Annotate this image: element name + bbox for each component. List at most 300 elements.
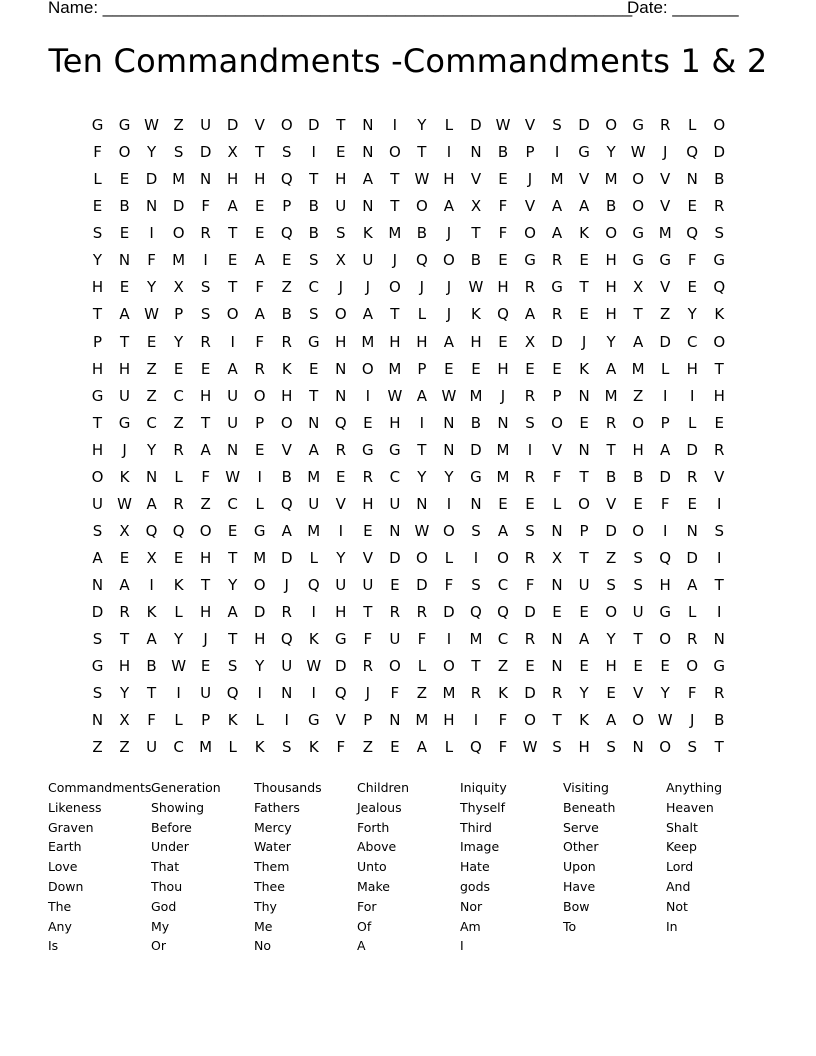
grid-letter[interactable]: S <box>92 630 103 649</box>
grid-letter[interactable]: P <box>417 359 427 378</box>
grid-letter[interactable]: M <box>307 467 321 486</box>
grid-letter[interactable]: A <box>551 197 563 216</box>
grid-letter[interactable]: E <box>633 657 643 676</box>
grid-letter[interactable]: I <box>446 494 452 513</box>
grid-letter[interactable]: D <box>686 549 698 567</box>
grid-letter[interactable]: F <box>147 251 156 270</box>
grid-letter[interactable]: U <box>92 494 103 513</box>
grid-letter[interactable]: T <box>201 576 211 595</box>
grid-letter[interactable]: O <box>443 521 455 540</box>
grid-letter[interactable]: E <box>173 359 184 378</box>
grid-letter[interactable]: M <box>496 440 510 459</box>
grid-letter[interactable]: N <box>281 684 293 703</box>
grid-letter[interactable]: A <box>227 603 238 622</box>
grid-letter[interactable]: P <box>363 711 373 730</box>
grid-letter[interactable]: Y <box>146 143 157 162</box>
grid-letter[interactable]: E <box>227 521 238 540</box>
grid-letter[interactable]: W <box>441 386 457 405</box>
grid-letter[interactable]: Q <box>659 549 672 567</box>
name-label[interactable]: Name: ________________________________________________________ <box>48 0 633 17</box>
grid-letter[interactable]: D <box>199 143 212 162</box>
grid-letter[interactable]: N <box>551 657 563 676</box>
grid-letter[interactable]: Z <box>416 684 428 703</box>
grid-letter[interactable]: G <box>307 332 320 351</box>
grid-letter[interactable]: N <box>551 630 563 649</box>
grid-letter[interactable]: T <box>714 576 724 595</box>
grid-letter[interactable]: A <box>605 359 617 378</box>
grid-letter[interactable]: T <box>92 305 103 324</box>
grid-letter[interactable]: U <box>146 738 158 757</box>
grid-letter[interactable]: Z <box>92 738 103 757</box>
grid-letter[interactable]: E <box>579 657 589 676</box>
grid-letter[interactable]: R <box>605 413 617 432</box>
grid-letter[interactable]: I <box>419 413 425 432</box>
grid-letter[interactable]: E <box>254 224 265 243</box>
grid-letter[interactable]: G <box>253 521 266 540</box>
grid-letter[interactable]: B <box>416 224 428 243</box>
grid-letter[interactable]: N <box>713 630 725 649</box>
grid-letter[interactable]: B <box>714 711 725 730</box>
grid-letter[interactable]: U <box>389 494 401 513</box>
grid-letter[interactable]: R <box>173 494 184 513</box>
grid-letter[interactable]: Z <box>146 386 157 405</box>
grid-letter[interactable]: O <box>605 224 618 243</box>
grid-letter[interactable]: Y <box>174 630 184 649</box>
grid-letter[interactable]: K <box>227 711 238 730</box>
grid-letter[interactable]: C <box>146 413 157 432</box>
grid-letter[interactable]: E <box>579 305 589 324</box>
grid-letter[interactable]: O <box>713 116 726 134</box>
grid-letter[interactable]: T <box>390 305 400 324</box>
grid-letter[interactable]: O <box>686 657 699 676</box>
grid-letter[interactable]: G <box>551 278 563 297</box>
grid-letter[interactable]: H <box>605 278 617 297</box>
grid-letter[interactable]: T <box>714 359 724 378</box>
grid-letter[interactable]: T <box>417 440 427 459</box>
grid-letter[interactable]: D <box>551 332 563 351</box>
grid-letter[interactable]: E <box>173 549 184 567</box>
grid-letter[interactable]: E <box>200 657 211 676</box>
grid-letter[interactable]: N <box>227 440 239 459</box>
grid-letter[interactable]: Z <box>633 386 644 405</box>
grid-letter[interactable]: Z <box>200 494 211 513</box>
grid-letter[interactable]: B <box>281 305 292 324</box>
grid-letter[interactable]: U <box>227 413 239 432</box>
grid-letter[interactable]: S <box>92 224 103 243</box>
grid-letter[interactable]: U <box>119 386 131 405</box>
grid-letter[interactable]: S <box>200 305 211 324</box>
grid-letter[interactable]: D <box>605 521 617 540</box>
grid-letter[interactable]: Q <box>307 576 320 595</box>
grid-letter[interactable]: R <box>362 657 374 676</box>
grid-letter[interactable]: D <box>578 116 590 134</box>
grid-letter[interactable]: R <box>551 305 563 324</box>
grid-letter[interactable]: J <box>689 711 695 730</box>
grid-letter[interactable]: R <box>714 684 725 703</box>
grid-letter[interactable]: R <box>686 630 698 649</box>
grid-letter[interactable]: N <box>686 521 698 540</box>
grid-letter[interactable]: W <box>144 116 159 134</box>
grid-letter[interactable]: N <box>145 467 158 486</box>
grid-letter[interactable]: O <box>91 467 104 486</box>
grid-letter[interactable]: A <box>362 305 373 324</box>
grid-letter[interactable]: Y <box>336 549 346 567</box>
grid-letter[interactable]: U <box>362 251 374 270</box>
grid-letter[interactable]: S <box>714 521 724 540</box>
grid-letter[interactable]: Q <box>686 143 699 162</box>
grid-letter[interactable]: J <box>446 305 452 324</box>
grid-letter[interactable]: H <box>497 278 509 297</box>
grid-letter[interactable]: R <box>173 440 184 459</box>
grid-letter[interactable]: H <box>443 170 455 189</box>
grid-letter[interactable]: L <box>255 711 264 730</box>
grid-letter[interactable]: V <box>660 170 671 189</box>
grid-letter[interactable]: J <box>392 251 398 270</box>
grid-letter[interactable]: A <box>443 332 455 351</box>
grid-letter[interactable]: F <box>498 738 508 757</box>
grid-letter[interactable]: E <box>525 657 535 676</box>
grid-letter[interactable]: V <box>524 116 536 134</box>
grid-letter[interactable]: I <box>149 576 154 595</box>
grid-letter[interactable]: D <box>524 684 536 703</box>
grid-letter[interactable]: V <box>714 467 725 486</box>
grid-letter[interactable]: N <box>389 521 401 540</box>
grid-letter[interactable]: I <box>311 684 316 703</box>
grid-letter[interactable]: G <box>632 251 644 270</box>
grid-letter[interactable]: S <box>552 738 562 757</box>
grid-letter[interactable]: M <box>469 630 483 649</box>
grid-letter[interactable]: P <box>92 332 103 351</box>
grid-letter[interactable]: N <box>551 521 563 540</box>
grid-letter[interactable]: Y <box>255 657 265 676</box>
grid-letter[interactable]: W <box>171 657 187 676</box>
grid-letter[interactable]: A <box>146 630 157 649</box>
grid-letter[interactable]: T <box>146 684 157 703</box>
grid-letter[interactable]: P <box>174 305 184 324</box>
grid-letter[interactable]: A <box>551 224 563 243</box>
grid-letter[interactable]: L <box>93 170 102 189</box>
grid-letter[interactable]: I <box>311 143 316 162</box>
grid-letter[interactable]: Y <box>174 332 184 351</box>
grid-letter[interactable]: I <box>257 467 262 486</box>
grid-letter[interactable]: H <box>605 305 617 324</box>
grid-letter[interactable]: O <box>524 224 536 243</box>
grid-letter[interactable]: R <box>281 332 292 351</box>
grid-letter[interactable]: I <box>203 251 208 270</box>
grid-letter[interactable]: L <box>688 603 697 622</box>
grid-letter[interactable]: B <box>632 467 644 486</box>
grid-letter[interactable]: E <box>336 467 346 486</box>
grid-letter[interactable]: C <box>497 630 509 649</box>
grid-letter[interactable]: L <box>255 494 264 513</box>
grid-letter[interactable]: S <box>687 738 697 757</box>
grid-letter[interactable]: E <box>687 278 697 297</box>
grid-letter[interactable]: P <box>201 711 211 730</box>
grid-letter[interactable]: H <box>118 359 131 378</box>
grid-letter[interactable]: Q <box>172 521 185 540</box>
grid-letter[interactable]: M <box>658 224 672 243</box>
grid-letter[interactable]: W <box>387 386 403 405</box>
grid-letter[interactable]: K <box>254 738 265 757</box>
grid-letter[interactable]: T <box>552 711 562 730</box>
grid-letter[interactable]: M <box>388 224 402 243</box>
grid-letter[interactable]: Z <box>660 305 671 324</box>
grid-letter[interactable]: O <box>713 332 726 351</box>
grid-letter[interactable]: Q <box>470 738 482 757</box>
grid-letter[interactable]: O <box>632 711 645 730</box>
grid-letter[interactable]: O <box>551 413 563 432</box>
grid-letter[interactable]: J <box>365 684 371 703</box>
grid-letter[interactable]: N <box>443 440 455 459</box>
grid-letter[interactable]: D <box>280 549 293 567</box>
grid-letter[interactable]: I <box>392 116 398 134</box>
grid-letter[interactable]: G <box>91 657 104 676</box>
grid-letter[interactable]: T <box>119 630 130 649</box>
grid-letter[interactable]: E <box>309 359 319 378</box>
grid-letter[interactable]: G <box>632 116 644 134</box>
grid-letter[interactable]: Q <box>280 630 293 649</box>
grid-letter[interactable]: V <box>470 170 482 189</box>
grid-letter[interactable]: D <box>443 603 455 622</box>
grid-letter[interactable]: B <box>470 413 482 432</box>
grid-letter[interactable]: C <box>686 332 698 351</box>
grid-letter[interactable]: A <box>227 197 238 216</box>
grid-letter[interactable]: G <box>362 440 374 459</box>
grid-letter[interactable]: E <box>119 278 130 297</box>
grid-letter[interactable]: M <box>172 251 186 270</box>
grid-letter[interactable]: P <box>282 197 292 216</box>
grid-letter[interactable]: H <box>200 386 212 405</box>
grid-letter[interactable]: G <box>91 386 104 405</box>
grid-letter[interactable]: A <box>416 386 428 405</box>
grid-letter[interactable]: F <box>687 251 697 270</box>
grid-letter[interactable]: O <box>443 251 455 270</box>
grid-letter[interactable]: O <box>226 305 239 324</box>
grid-letter[interactable]: B <box>605 467 617 486</box>
grid-letter[interactable]: Q <box>280 494 293 513</box>
grid-letter[interactable]: A <box>254 305 265 324</box>
grid-letter[interactable]: E <box>714 413 724 432</box>
grid-letter[interactable]: K <box>579 359 589 378</box>
grid-letter[interactable]: H <box>227 170 239 189</box>
grid-letter[interactable]: D <box>307 116 320 134</box>
grid-letter[interactable]: W <box>306 657 322 676</box>
grid-letter[interactable]: N <box>145 197 158 216</box>
grid-letter[interactable]: O <box>280 413 293 432</box>
grid-letter[interactable]: K <box>281 359 292 378</box>
grid-letter[interactable]: T <box>309 386 319 405</box>
grid-letter[interactable]: Z <box>362 738 373 757</box>
grid-letter[interactable]: F <box>498 711 508 730</box>
grid-letter[interactable]: D <box>172 197 185 216</box>
grid-letter[interactable]: T <box>119 332 130 351</box>
grid-letter[interactable]: C <box>173 738 184 757</box>
grid-letter[interactable]: B <box>714 170 725 189</box>
grid-letter[interactable]: H <box>443 711 455 730</box>
grid-letter[interactable]: H <box>389 332 401 351</box>
grid-letter[interactable]: O <box>443 657 455 676</box>
grid-letter[interactable]: H <box>200 549 212 567</box>
grid-letter[interactable]: Y <box>417 467 427 486</box>
grid-letter[interactable]: X <box>524 332 536 351</box>
grid-letter[interactable]: E <box>119 170 130 189</box>
grid-letter[interactable]: L <box>174 467 183 486</box>
grid-letter[interactable]: W <box>495 116 511 134</box>
grid-letter[interactable]: G <box>307 711 320 730</box>
grid-letter[interactable]: N <box>362 116 374 134</box>
grid-letter[interactable]: A <box>633 332 644 351</box>
grid-letter[interactable]: T <box>633 630 643 649</box>
grid-letter[interactable]: N <box>686 170 698 189</box>
grid-letter[interactable]: E <box>525 359 535 378</box>
grid-letter[interactable]: D <box>91 603 104 622</box>
grid-letter[interactable]: O <box>253 576 266 595</box>
grid-letter[interactable]: C <box>389 467 401 486</box>
grid-letter[interactable]: V <box>660 278 671 297</box>
grid-letter[interactable]: A <box>227 359 238 378</box>
grid-letter[interactable]: R <box>524 386 536 405</box>
grid-letter[interactable]: U <box>389 630 401 649</box>
grid-letter[interactable]: O <box>388 143 401 162</box>
grid-letter[interactable]: G <box>713 657 726 676</box>
grid-letter[interactable]: V <box>633 684 644 703</box>
grid-letter[interactable]: R <box>686 467 698 486</box>
grid-letter[interactable]: L <box>228 738 237 757</box>
grid-letter[interactable]: V <box>660 197 671 216</box>
grid-letter[interactable]: S <box>525 521 535 540</box>
grid-letter[interactable]: D <box>686 440 698 459</box>
grid-letter[interactable]: G <box>470 467 482 486</box>
grid-letter[interactable]: N <box>308 413 320 432</box>
grid-letter[interactable]: T <box>228 549 238 567</box>
grid-letter[interactable]: E <box>606 684 616 703</box>
grid-letter[interactable]: E <box>498 251 508 270</box>
grid-letter[interactable]: J <box>446 278 452 297</box>
grid-letter[interactable]: A <box>362 170 373 189</box>
grid-letter[interactable]: N <box>200 170 212 189</box>
grid-letter[interactable]: T <box>92 413 103 432</box>
grid-letter[interactable]: E <box>254 197 265 216</box>
grid-letter[interactable]: S <box>525 413 535 432</box>
grid-letter[interactable]: O <box>361 359 374 378</box>
grid-letter[interactable]: P <box>660 413 670 432</box>
grid-letter[interactable]: F <box>255 278 265 297</box>
grid-letter[interactable]: O <box>632 413 645 432</box>
grid-letter[interactable]: E <box>498 170 508 189</box>
grid-letter[interactable]: G <box>659 251 671 270</box>
grid-letter[interactable]: I <box>527 440 533 459</box>
grid-letter[interactable]: V <box>524 197 536 216</box>
grid-letter[interactable]: O <box>524 711 536 730</box>
grid-letter[interactable]: F <box>660 494 670 513</box>
grid-letter[interactable]: T <box>579 549 589 567</box>
grid-letter[interactable]: L <box>417 305 427 324</box>
grid-letter[interactable]: R <box>659 116 671 134</box>
grid-letter[interactable]: H <box>389 413 401 432</box>
grid-letter[interactable]: K <box>173 576 184 595</box>
grid-letter[interactable]: E <box>363 413 373 432</box>
grid-letter[interactable]: R <box>524 467 536 486</box>
grid-letter[interactable]: T <box>336 116 346 134</box>
grid-letter[interactable]: O <box>388 278 401 297</box>
grid-letter[interactable]: N <box>416 494 428 513</box>
grid-letter[interactable]: T <box>633 305 643 324</box>
grid-letter[interactable]: U <box>362 576 374 595</box>
grid-letter[interactable]: H <box>91 440 104 459</box>
grid-letter[interactable]: E <box>579 251 589 270</box>
grid-letter[interactable]: D <box>659 332 671 351</box>
grid-letter[interactable]: O <box>253 386 266 405</box>
grid-letter[interactable]: M <box>604 386 618 405</box>
grid-letter[interactable]: M <box>199 738 213 757</box>
grid-letter[interactable]: F <box>201 467 210 486</box>
grid-letter[interactable]: B <box>308 224 319 243</box>
grid-letter[interactable]: T <box>228 630 238 649</box>
grid-letter[interactable]: H <box>686 359 698 378</box>
grid-letter[interactable]: E <box>254 440 265 459</box>
grid-letter[interactable]: A <box>92 549 103 567</box>
grid-letter[interactable]: Y <box>606 143 616 162</box>
grid-letter[interactable]: W <box>522 738 538 757</box>
grid-letter[interactable]: N <box>497 413 509 432</box>
grid-letter[interactable]: H <box>362 494 374 513</box>
grid-letter[interactable]: H <box>91 359 104 378</box>
grid-letter[interactable]: P <box>525 143 535 162</box>
grid-letter[interactable]: X <box>146 549 157 567</box>
grid-letter[interactable]: A <box>497 521 509 540</box>
date-label[interactable]: Date: _______ <box>627 0 739 17</box>
grid-letter[interactable]: E <box>227 251 238 270</box>
grid-letter[interactable]: T <box>228 278 238 297</box>
grid-letter[interactable]: Y <box>228 576 238 595</box>
grid-letter[interactable]: R <box>335 440 347 459</box>
grid-letter[interactable]: Y <box>579 684 589 703</box>
grid-letter[interactable]: G <box>713 251 726 270</box>
grid-letter[interactable]: Q <box>145 521 158 540</box>
grid-letter[interactable]: K <box>146 603 157 622</box>
grid-letter[interactable]: O <box>632 521 645 540</box>
grid-letter[interactable]: K <box>362 224 373 243</box>
grid-letter[interactable]: Q <box>470 603 482 622</box>
grid-letter[interactable]: M <box>604 170 618 189</box>
grid-letter[interactable]: U <box>632 603 644 622</box>
grid-letter[interactable]: D <box>416 576 428 595</box>
grid-letter[interactable]: N <box>389 711 401 730</box>
grid-letter[interactable]: E <box>281 251 292 270</box>
grid-letter[interactable]: M <box>172 170 186 189</box>
grid-letter[interactable]: E <box>579 603 589 622</box>
grid-letter[interactable]: G <box>389 440 401 459</box>
grid-letter[interactable]: G <box>118 413 131 432</box>
grid-letter[interactable]: D <box>226 116 239 134</box>
grid-letter[interactable]: A <box>119 305 130 324</box>
grid-letter[interactable]: N <box>362 143 374 162</box>
grid-letter[interactable]: U <box>308 494 320 513</box>
grid-letter[interactable]: Y <box>606 630 616 649</box>
grid-letter[interactable]: N <box>551 576 563 595</box>
grid-letter[interactable]: F <box>255 332 265 351</box>
grid-letter[interactable]: H <box>254 630 266 649</box>
grid-letter[interactable]: V <box>335 494 346 513</box>
grid-letter[interactable]: S <box>281 738 292 757</box>
grid-letter[interactable]: D <box>524 603 536 622</box>
grid-letter[interactable]: R <box>119 603 130 622</box>
grid-letter[interactable]: S <box>173 143 184 162</box>
grid-letter[interactable]: E <box>525 494 535 513</box>
grid-letter[interactable]: O <box>605 603 618 622</box>
grid-letter[interactable]: M <box>469 386 483 405</box>
grid-letter[interactable]: V <box>254 116 265 134</box>
